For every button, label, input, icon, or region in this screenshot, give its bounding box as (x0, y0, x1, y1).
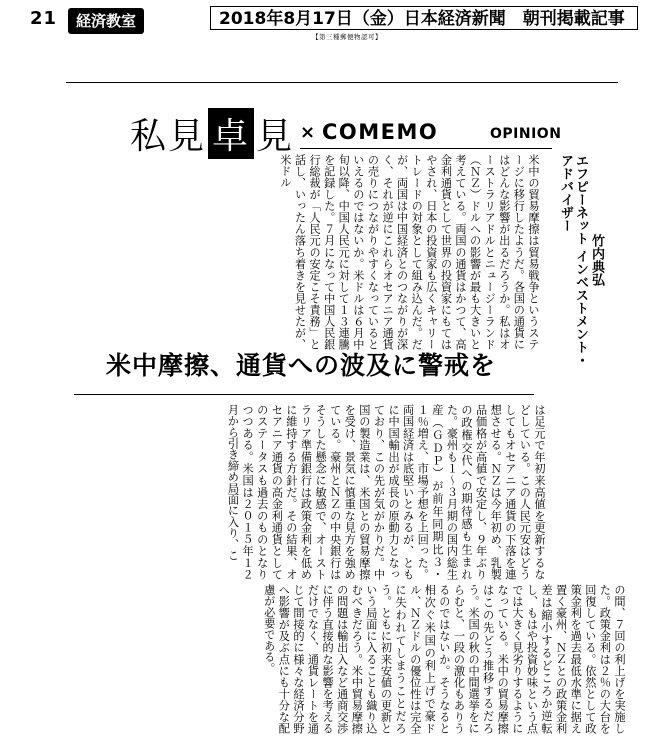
article-headline: 米中摩擦、通貨への波及に警戒を (106, 351, 497, 380)
postal-permit: 【第三種郵便物認可】 (312, 33, 382, 41)
author-name: 竹内典弘 (589, 234, 604, 286)
title-part-taku: 卓 (208, 108, 254, 159)
article-column-2: は足元で年初来高値を更新するなどしている。この人民元安はどうしてもオセアニア通貨の下落を連想させる。ＮＺは今年初め、乳製品価格が高値で安定し、９年ぶりの政権交代への期待感も生まれた。豪州も１〜３月期の国内総生産（ＧＤＰ）が前年同期比３・１％増え、市場予想を上回った。両国経済は底堅いとみるが、ともに中国輸出が成長の原動力となっており、この先が気がかりだ。中国の製造業は、米国との貿易摩擦を受け、景気に慎重な見方を強めている。豪州とＮＺの中央銀行はそうした懸念に敏感で、オーストラリア準備銀行は政策金利を低めに維持する方針だ。その結果、オセアニア通貨の高金利通貨としてのステータスも過去のものとなりつつある。米国は２０１５年１２月から引き締め局面に入り、こ (226, 404, 546, 580)
article-column-3: の間、７回の利上げを実施した。政策金利は２％の大台を回復している。依然として政策金利を過去最低水準に据え置く豪州、ＮＺとの政策金利差は縮小するどころか逆転し、もはや投資妙味という点では大きく見劣りするようになっている。米中の貿易摩擦はこの先どう推移するだろう。米国の秋の中間選挙をにらむと、一段の激化もありうるのではないか。そうなると相次ぐ米国の利上げで豪ドル、ＮＺドルの優位性は完全に失われてしまうことだろう。ともに初来安値の更新という局面に入ることも織り込むべきだろう。米中貿易摩擦の問題は輸出入など通商交渉に伴う直接的な影響を考えるだけでなく、通貨レートを通じて間接的に様々な経済分野へ影響が及ぶ点にも十分な配慮が必要である。 (262, 584, 626, 734)
page-header (0, 4, 650, 34)
date-line: 2018年8月17日（金）日本経済新聞 朝刊掲載記事 (210, 6, 638, 30)
shiken-takken-logo (130, 108, 294, 159)
author-affiliation: エフピーネット インベストメント・ アドバイザー (558, 154, 588, 367)
comemo-logo: COMEMO (322, 120, 439, 144)
section-label: 経済教室 (68, 8, 144, 34)
title-part-shiken: 私見 (130, 116, 207, 157)
article-column-1: 米中の貿易摩擦は貿易戦争というステージに移行したようだ。各国の通貨にはどんな影響が出るだろうか。私はオーストラリアドルとニュージーランド（ＮＺ）ドルへの影響が最も大きいと考えている。両国の通貨はかつて、高金利通貨として世界の投資家にもてはやされ、日本の投資家も広くキャリートレードの対象として組み込んだ。だが、両国は中国経済とのつながりが深く、それが逆にこれらオセアニア通貨の売りにつながりやすくなっているといえるのではないか。米ドルは６月中旬以降、中国人民元に対して１３連騰を記録した。７月になって中国人民銀行総裁が「人民元の安定こそ責務」と話し、いったん落ち着きを見せたが、米ドル (278, 154, 540, 350)
headline-rule (74, 394, 534, 395)
title-rule (300, 148, 552, 149)
title-part-ken: 見 (256, 116, 295, 157)
author-block (546, 154, 606, 367)
page-number: 21 (30, 8, 58, 29)
cross-mark: × (300, 122, 316, 143)
opinion-label: OPINION (490, 126, 562, 142)
